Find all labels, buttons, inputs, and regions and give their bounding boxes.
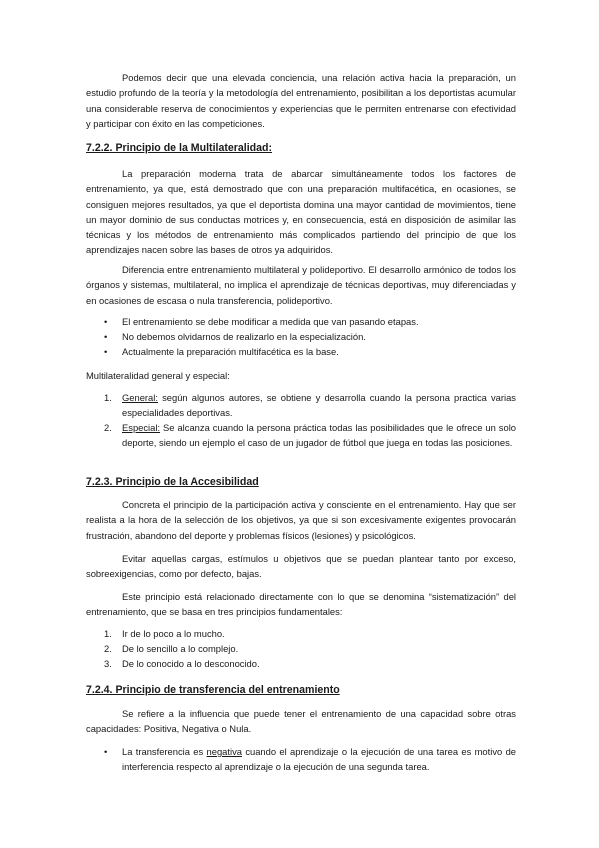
numbered-item: 3. De lo conocido a lo desconocido. [104,658,260,669]
bullet-item: • No debemos olvidarnos de realizarlo en la especialización. [104,329,516,344]
paragraph-concreta: Concreta el principio de la participación activa y consciente en el entrenamiento. Hay que ser realista a la hora de la selección de los objetivos, ya que si son excesivamente exigentes provocarán frustración, abandono del deporte y problemas físicos (lesiones) y psicológicos. [86,499,516,541]
heading-multilateralidad: 7.2.2. Principio de la Multilateralidad: [86,142,273,154]
paragraph-multilateralidad-general: Multilateralidad general y especial: [86,370,230,381]
numbered-item: 1. Ir de lo poco a lo mucho. [104,628,225,639]
bullet-marker: • [104,331,108,342]
numbered-item-especial: 2. Especial: Se alcanza cuando la persona práctica todas las posibilidades que le ofrece un solo deporte, siendo un ejemplo el caso de un jugador de fútbol que juega en todas las posiciones. [104,422,516,449]
bullet-marker: • [104,316,108,327]
paragraph-intro: Podemos decir que una elevada conciencia, una relación activa hacia la preparación, un estudio profundo de la teoría y la metodología del entrenamiento, posibilitan a los deportistas acumular una considerable reserva de conocimientos y experiencias que le permiten entrenarse con efectividad y participar con éxito en las competiciones. [86,72,516,129]
paragraph-se-refiere: Se refiere a la influencia que puede tener el entrenamiento de una capacidad sobre otras capacidades: Positiva, Negativa o Nula. [86,708,516,735]
paragraph-evitar-cargas: Evitar aquellas cargas, estímulos u objetivos que se puedan plantear tanto por exceso, sobreexigencias, como por defecto, bajas. [86,553,516,580]
bullet-item: • El entrenamiento se debe modificar a medida que van pasando etapas. [104,314,516,329]
heading-accesibilidad: 7.2.3. Principio de la Accesibilidad [86,476,259,488]
paragraph-preparacion-moderna: La preparación moderna trata de abarcar simultáneamente todos los factores de entrenamiento, ya que, está demostrado que con una preparación multifacética, en ocasiones, se consiguen mejores resultados, ya que el deportista domina una mayor cantidad de movimientos, tiene un mayor dominio de sus conductas motrices y, en consecuencia, está en disposición de asimilar las técnicas y los métodos de entrenamiento más complicados partiendo del principio de que los aprendizajes nacen sobre las bases de otros ya adquiridos. [86,168,516,256]
paragraph-sistematizacion: Este principio está relacionado directamente con lo que se denomina “sistematización” del entrenamiento, que se basa en tres principios fundamentales: [86,591,516,618]
heading-transferencia: 7.2.4. Principio de transferencia del entrenamiento [86,684,340,696]
numbered-item: 2. De lo sencillo a lo complejo. [104,643,239,654]
bullet-marker: • [104,346,108,357]
bullet-item-transferencia-negativa: • La transferencia es negativa cuando el aprendizaje o la ejecución de una tarea es motivo de interferencia respecto al aprendizaje o la ejecución de una segunda tarea. [104,746,516,773]
numbered-item-general: 1. General: según algunos autores, se obtiene y desarrolla cuando la persona practica varias especialidades deportivas. [104,392,516,419]
bullet-item: • Actualmente la preparación multifacética es la base. [104,344,516,359]
bullet-marker: • [104,746,108,757]
paragraph-diferencia: Diferencia entre entrenamiento multilateral y polideportivo. El desarrollo armónico de todos los órganos y sistemas, multilateral, no implica el aprendizaje de técnicas deportivas, muy diferenciadas y en ocasiones de escasa o nula transferencia, polideportivo. [86,264,516,306]
